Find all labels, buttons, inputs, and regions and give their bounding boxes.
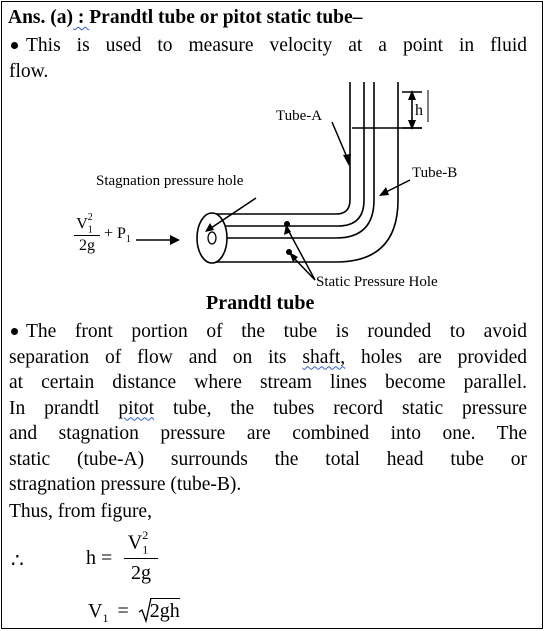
bullet-1-line-2: flow.: [9, 60, 49, 82]
tube-b-label: Tube-B: [412, 165, 458, 181]
bullet-icon: [11, 328, 18, 335]
prandtl-tube-diagram: [2, 2, 544, 322]
bullet-1-line-1: This is used to measure velocity at a point in fluid: [9, 33, 527, 59]
tube-a-label: Tube-A: [276, 108, 323, 124]
bullet-2-line: The front portion of the tube is rounded to avoid: [9, 319, 527, 345]
heading-title: Prandtl tube or pitot static tube–: [89, 7, 363, 28]
bullet-2-line: and stagnation pressure are combined into one. The: [9, 423, 527, 444]
answer-card: Ans. (a) : Prandtl tube or pitot static tube– This is used to measure velocity at a point in fluid flow. h Tube-A Tube-B Stagnation pressure hole Static Pressure Hole $V_1^2$ 2g + $P_1$ Prandtl tube The front portion of the tube is rounded to avoid separation of flow and on its shaft, holes are provided at certain distance where stream lines become parallel. In prandtl pitot tube, the tubes record static pressure and stagnation pressure are combined into one. The static (tube-A) surrounds the total head tube or stragnation pressure (tube-B). Thus, from figure, ∴ h = $V_1^2$ 2g $V_1$ = 2gh: [1, 1, 543, 629]
conclusion-intro: Thus, from figure,: [9, 501, 152, 522]
bullet-2-line: In prandtl pitot tube, the tubes record static pressure: [9, 397, 527, 419]
radical-icon: [138, 597, 152, 623]
bullet-2-line: at certain distance where stream lines become parallel.: [9, 372, 527, 393]
bullet-2: [9, 319, 527, 498]
stagnation-hole-label: Stagnation pressure hole: [96, 173, 244, 189]
equation-v1: $V_1$ = 2gh: [88, 600, 180, 626]
bullet-2-line: separation of flow and on its shaft, holes are provided: [9, 346, 527, 368]
bullet-2-line: stragnation pressure (tube-B).: [9, 474, 242, 495]
tube-h-label: h: [415, 102, 423, 119]
bullet-2-line: static (tube-A) surrounds the total head tube or: [9, 448, 527, 470]
diagram-caption: Prandtl tube: [206, 292, 315, 314]
static-hole-label: Static Pressure Hole: [316, 274, 438, 290]
heading-prefix: Ans. (a): [8, 7, 74, 28]
therefore-symbol: ∴: [11, 550, 24, 572]
heading-separator: :: [73, 7, 90, 28]
